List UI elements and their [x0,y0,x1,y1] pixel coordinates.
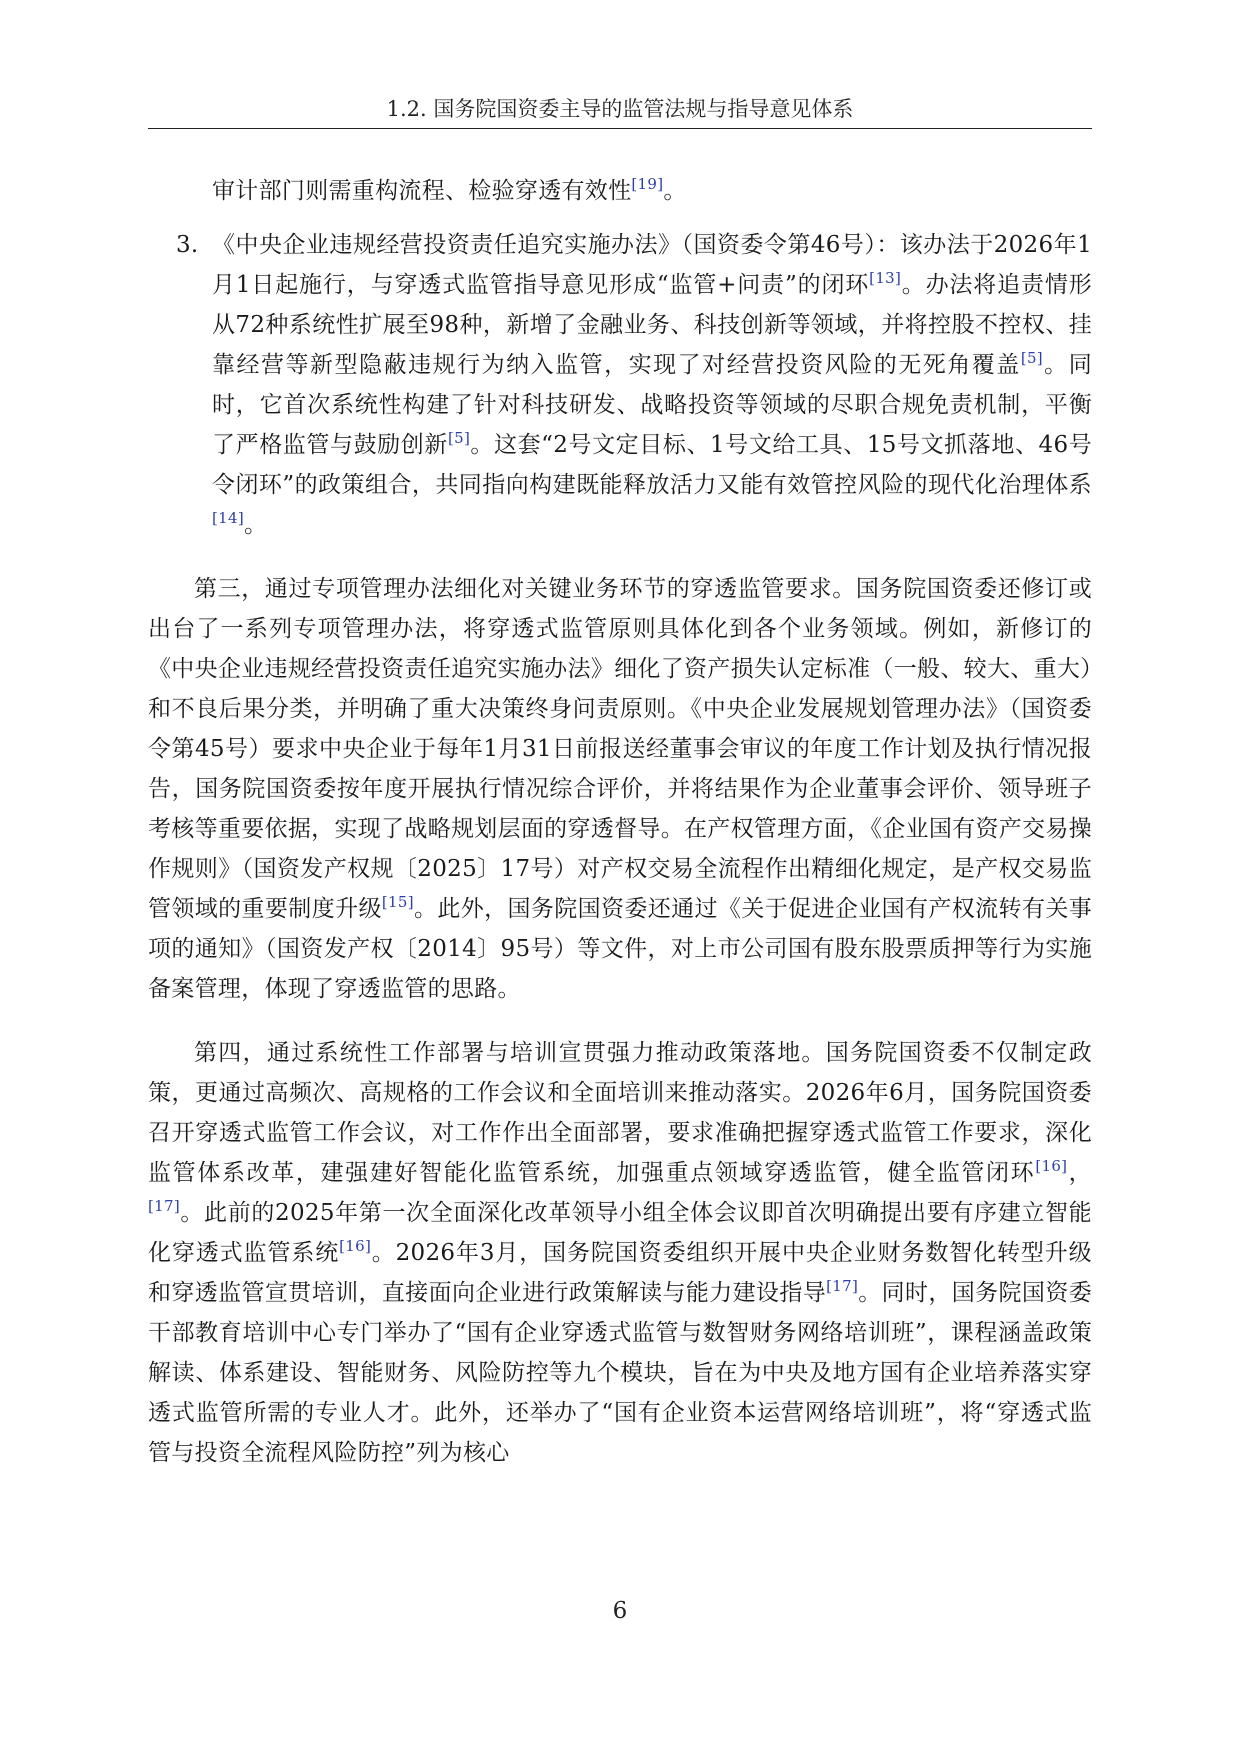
paragraph-text: 。同时，国务院国资委干部教育培训中心专门举办了“国有企业穿透式监管与数智财务网络培训班”，课程涵盖政策解读、体系建设、智能财务、风险防控等九个模块，旨在为中央及地方国有企业培养落实穿透式监管所需的专业人才。此外，还举办了“国有企业资本运营网络培训班”，将“穿透式监管与投资全流程风险防控”列为核心 [148,1280,1093,1466]
citation-separator: ， [1067,1160,1092,1186]
citation-link[interactable]: [19] [631,175,664,193]
list-item-text: 。办法将追责情形从72种系统性扩展至98种，新增了金融业务、科技创新等领域，并将控股不控权、挂靠经营等新型隐蔽违规行为纳入监管，实现了对经营投资风险的无死角覆盖 [212,272,1092,378]
citation-link[interactable]: [17] [826,1277,859,1295]
citation-link[interactable]: [5] [1020,349,1043,367]
citation-link[interactable]: [16] [339,1237,372,1255]
paragraph-text: 。此外，国务院国资委还通过《关于促进企业国有产权流转有关事项的通知》（国资发产权〔2014〕95号）等文件，对上市公司国有股东股票质押等行为实施备案管理，体现了穿透监管的思路。 [148,896,1093,1002]
paragraph-third [148,569,1092,1009]
paragraph-text: 审计部门则需重构流程、检验穿透有效性 [212,178,632,204]
paragraph-fourth [148,1033,1092,1473]
citation-link[interactable]: [17] [148,1197,180,1215]
list-item-text: 《中央企业违规经营投资责任追究实施办法》（国资委令第46号）：该办法于2026年1月1日起施行，与穿透式监管指导意见形成“监管+问责”的闭环 [212,232,1092,298]
list-item-text: 。同时，它首次系统性构建了针对科技研发、战略投资等领域的尽职合规免责机制，平衡了严格监管与鼓励创新 [212,352,1092,458]
paragraph-text: 。 [663,178,687,204]
page-number: 6 [612,1598,628,1624]
section-title: 1.2. 国务院国资委主导的监管法规与指导意见体系 [386,97,854,121]
citation-link[interactable]: [16] [1035,1157,1068,1175]
citation-link[interactable]: [5] [447,429,471,447]
paragraph-text: 第四，通过系统性工作部署与培训宣贯强力推动政策落地。国务院国资委不仅制定政策，更通过高频次、高规格的工作会议和全面培训来推动落实。2026年6月，国务院国资委召开穿透式监管工作会议，对工作作出全面部署，要求准确把握穿透式监管工作要求，深化监管体系改革，建强建好智能化监管系统，加强重点领域穿透监管，健全监管闭环 [148,1040,1092,1186]
citation-link[interactable]: [15] [381,893,414,911]
paragraph-text: 。此前的2025年第一次全面深化改革领导小组全体会议即首次明确提出要有序建立智能化穿透式监管系统 [148,1200,1092,1266]
list-item-number: 3. [176,232,199,258]
list-item [148,225,1092,545]
citation-link[interactable]: [13] [869,269,902,287]
paragraph-text: 。2026年3月，国务院国资委组织开展中央企业财务数智化转型升级和穿透监管宣贯培训，直接面向企业进行政策解读与能力建设指导 [148,1240,1092,1306]
citation-link[interactable]: [14] [212,509,244,527]
list-item-text: 。这套“2号文定目标、1号文给工具、15号文抓落地、46号令闭环”的政策组合，共同指向构建既能释放活力又能有效管控风险的现代化治理体系 [212,432,1093,498]
paragraph-text: 第三，通过专项管理办法细化对关键业务环节的穿透监管要求。国务院国资委还修订或出台了一系列专项管理办法，将穿透式监管原则具体化到各个业务领域。例如，新修订的《中央企业违规经营投资责任追究实施办法》细化了资产损失认定标准（一般、较大、重大）和不良后果分类，并明确了重大决策终身问责原则。《中央企业发展规划管理办法》（国资委令第45号）要求中央企业于每年1月31日前报送经董事会审议的年度工作计划及执行情况报告，国务院国资委按年度开展执行情况综合评价，并将结果作为企业董事会评价、领导班子考核等重要依据，实现了战略规划层面的穿透督导。在产权管理方面，《企业国有资产交易操作规则》（国资发产权规〔2025〕17号）对产权交易全流程作出精细化规定，是产权交易监管领域的重要制度升级 [148,576,1092,922]
page-body [148,171,1092,1473]
running-header [148,92,1092,129]
list-item-text: 。 [244,512,268,538]
continuation-paragraph [148,171,1092,211]
